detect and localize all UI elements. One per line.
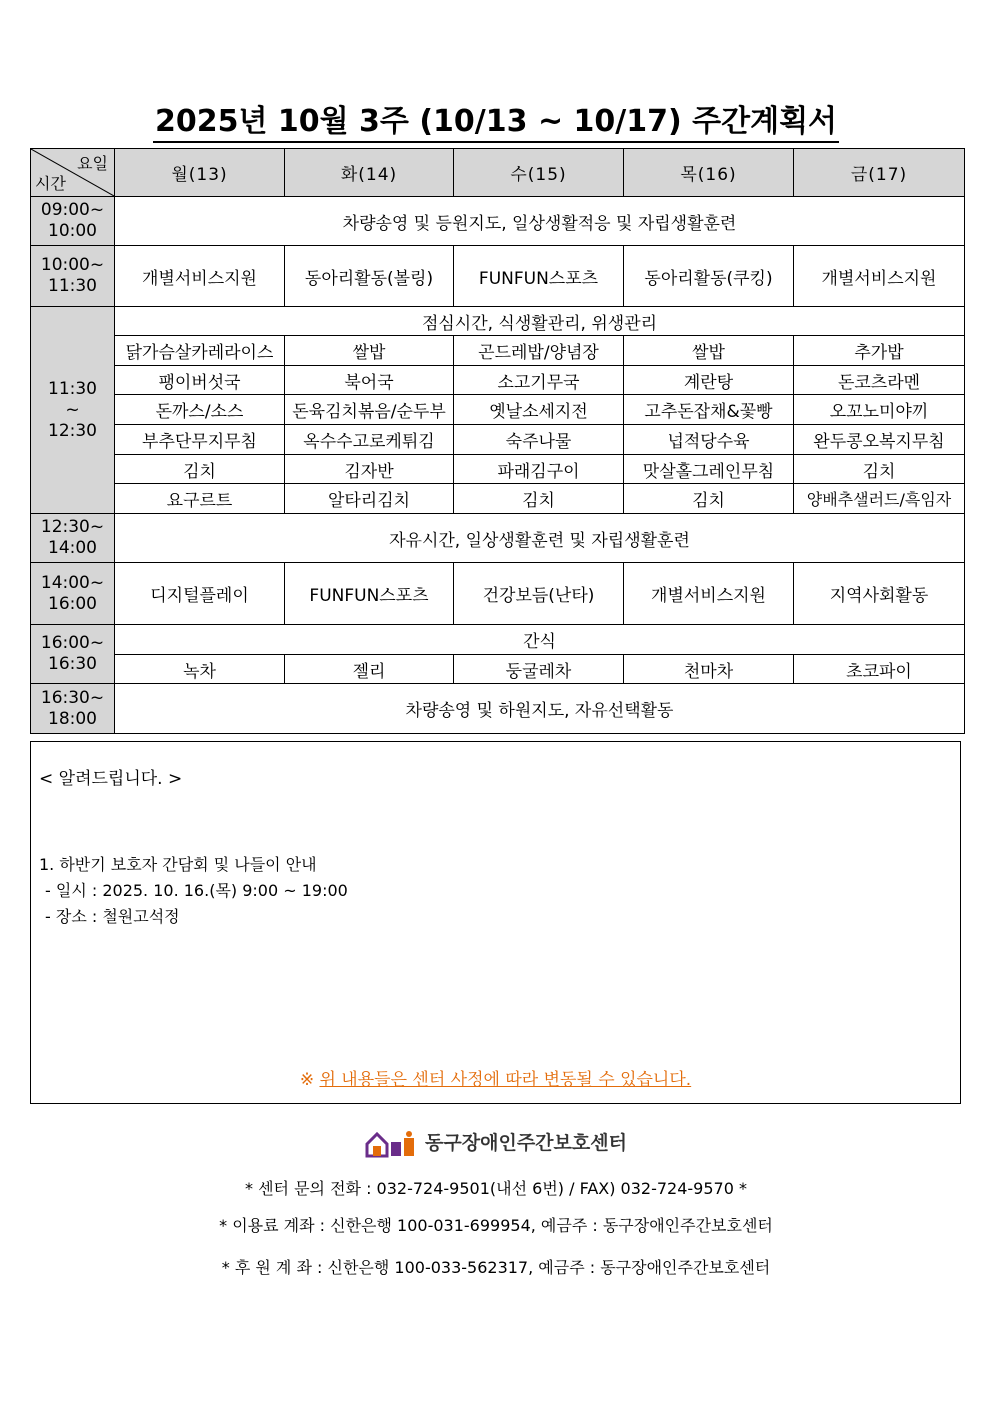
activity-cell: FUNFUN스포츠 [454, 246, 624, 307]
center-logo [0, 1128, 992, 1158]
menu-cell: 쌀밥 [624, 336, 794, 366]
reference-mark: ※ [299, 1070, 320, 1090]
snack-cell: 초코파이 [794, 655, 965, 684]
time-cell: 10:00~ 11:30 [31, 246, 115, 307]
activity-cell: 동아리활동(볼링) [285, 246, 454, 307]
time-cell: 16:30~ 18:00 [31, 684, 115, 734]
schedule-row [31, 246, 965, 307]
time-cell: 09:00~ 10:00 [31, 197, 115, 246]
page-title: 2025년 10월 3주 (10/13 ~ 10/17) 주간계획서 [0, 96, 992, 140]
schedule-row [31, 684, 965, 734]
notice-line: 1. 하반기 보호자 간담회 및 나들이 안내 [39, 855, 317, 874]
menu-cell: 돈코츠라멘 [794, 366, 965, 395]
menu-row [31, 455, 965, 484]
activity-cell: FUNFUN스포츠 [285, 563, 454, 625]
menu-cell: 옛날소세지전 [454, 395, 624, 425]
menu-cell: 알타리김치 [285, 484, 454, 514]
header-row [31, 149, 965, 197]
contact-phone: * 센터 문의 전화 : 032-724-9501(내선 6번) / FAX) 032-724-9570 * [245, 1179, 747, 1198]
time-cell: 16:00~ 16:30 [31, 625, 115, 684]
menu-row [31, 336, 965, 366]
notice-heading: < 알려드립니다. > [39, 769, 183, 789]
warning-text: 위 내용들은 센터 사정에 따라 변동될 수 있습니다. [319, 1070, 692, 1090]
menu-cell: 닭가슴살카레라이스 [115, 336, 285, 366]
day-header-mon: 월(13) [115, 149, 285, 197]
menu-cell: 팽이버섯국 [115, 366, 285, 395]
menu-cell: 옥수수고로케튀김 [285, 425, 454, 455]
notice-line: - 장소 : 철원고석정 [45, 907, 180, 926]
time-cell: 14:00~ 16:00 [31, 563, 115, 625]
menu-cell: 요구르트 [115, 484, 285, 514]
house-logo-icon [365, 1130, 421, 1158]
menu-cell: 넙적당수육 [624, 425, 794, 455]
snack-title-row [31, 625, 965, 655]
menu-cell: 소고기무국 [454, 366, 624, 395]
snack-title: 간식 [115, 625, 965, 655]
schedule-row [31, 514, 965, 563]
corner-cell [31, 149, 115, 197]
snack-cell: 녹차 [115, 655, 285, 684]
menu-cell: 북어국 [285, 366, 454, 395]
activity-cell: 차량송영 및 하원지도, 자유선택활동 [115, 684, 965, 734]
menu-cell: 곤드레밥/양념장 [454, 336, 624, 366]
activity-cell: 개별서비스지원 [115, 246, 285, 307]
menu-row [31, 366, 965, 395]
menu-cell: 쌀밥 [285, 336, 454, 366]
corner-time-label: 시간 [35, 174, 66, 193]
menu-cell: 오꼬노미야끼 [794, 395, 965, 425]
menu-row [31, 425, 965, 455]
day-header-fri: 금(17) [794, 149, 965, 197]
menu-cell: 추가밥 [794, 336, 965, 366]
donation-account: * 후 원 계 좌 : 신한은행 100-033-562317, 예금주 : 동구장애인주간보호센터 [221, 1258, 771, 1277]
activity-cell: 개별서비스지원 [794, 246, 965, 307]
fee-account: * 이용료 계좌 : 신한은행 100-031-699954, 예금주 : 동구장애인주간보호센터 [219, 1216, 773, 1235]
notice-box [30, 741, 961, 1104]
menu-cell: 맛살홀그레인무침 [624, 455, 794, 484]
menu-cell: 김치 [454, 484, 624, 514]
weekly-schedule-table [30, 148, 965, 734]
menu-cell: 김치 [794, 455, 965, 484]
snack-cell: 천마차 [624, 655, 794, 684]
menu-cell: 파래김구이 [454, 455, 624, 484]
activity-cell: 개별서비스지원 [624, 563, 794, 625]
menu-cell: 돈까스/소스 [115, 395, 285, 425]
day-header-wed: 수(15) [454, 149, 624, 197]
notice-line: - 일시 : 2025. 10. 16.(목) 9:00 ~ 19:00 [45, 881, 348, 900]
activity-cell: 자유시간, 일상생활훈련 및 자립생활훈련 [115, 514, 965, 563]
schedule-row [31, 563, 965, 625]
activity-cell: 동아리활동(쿠킹) [624, 246, 794, 307]
menu-cell: 김치 [624, 484, 794, 514]
day-header-thu: 목(16) [624, 149, 794, 197]
activity-cell: 지역사회활동 [794, 563, 965, 625]
menu-cell: 완두콩오복지무침 [794, 425, 965, 455]
menu-cell: 김자반 [285, 455, 454, 484]
activity-cell: 건강보듬(난타) [454, 563, 624, 625]
snack-cell: 젤리 [285, 655, 454, 684]
day-header-tue: 화(14) [285, 149, 454, 197]
corner-day-label: 요일 [77, 154, 108, 173]
snack-cell: 둥굴레차 [454, 655, 624, 684]
activity-cell: 차량송영 및 등원지도, 일상생활적응 및 자립생활훈련 [115, 197, 965, 246]
schedule-row [31, 197, 965, 246]
menu-cell: 김치 [115, 455, 285, 484]
time-cell: 11:30 ~ 12:30 [31, 307, 115, 514]
time-cell: 12:30~ 14:00 [31, 514, 115, 563]
menu-cell: 돈육김치볶음/순두부 [285, 395, 454, 425]
lunch-title: 점심시간, 식생활관리, 위생관리 [115, 307, 965, 336]
notice-warning [31, 1065, 960, 1090]
menu-cell: 숙주나물 [454, 425, 624, 455]
center-name: 동구장애인주간보호센터 [425, 1132, 627, 1154]
menu-cell: 양배추샐러드/흑임자 [794, 484, 965, 514]
activity-cell: 디지털플레이 [115, 563, 285, 625]
lunch-title-row [31, 307, 965, 336]
menu-cell: 계란탕 [624, 366, 794, 395]
menu-row [31, 395, 965, 425]
menu-cell: 부추단무지무침 [115, 425, 285, 455]
snack-row [31, 655, 965, 684]
menu-row [31, 484, 965, 514]
menu-cell: 고추돈잡채&꽃빵 [624, 395, 794, 425]
